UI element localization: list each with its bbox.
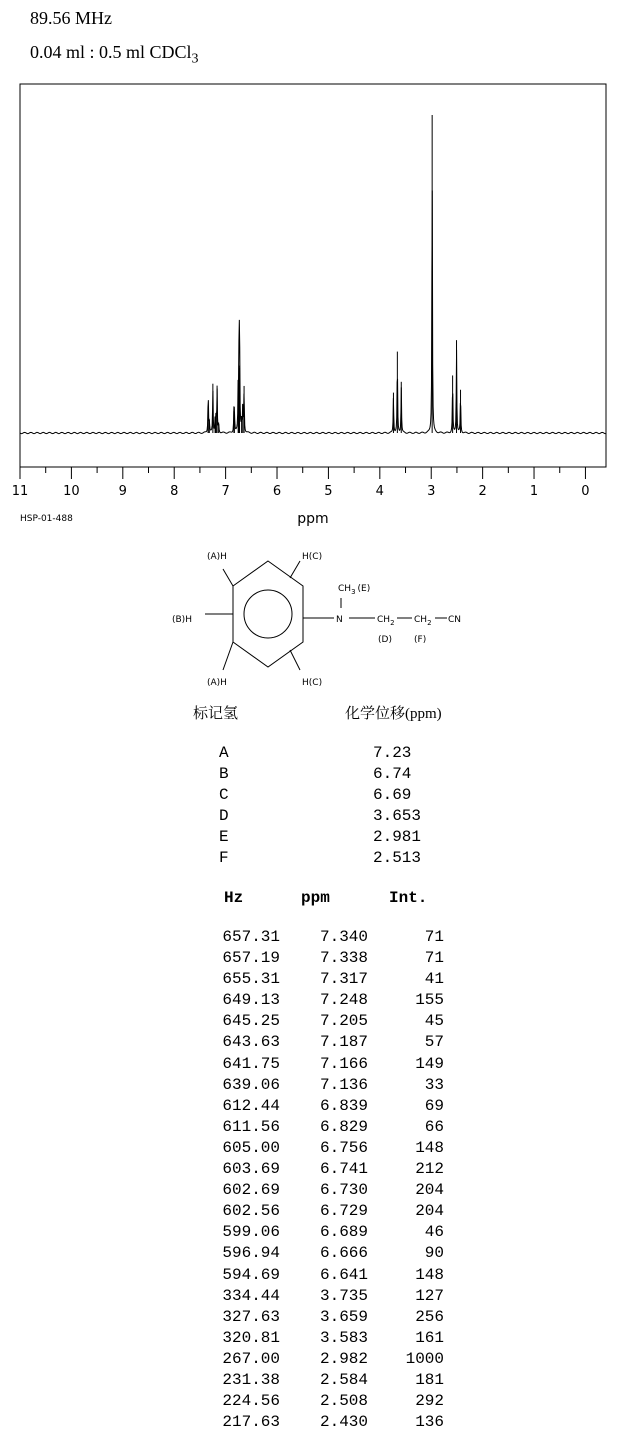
peak-ppm: 2.430: [319, 1413, 368, 1432]
chemical-shift: 7.23: [373, 744, 412, 762]
peak-ppm: 7.166: [319, 1054, 368, 1073]
table-row: [0, 1012, 626, 1033]
spectrum-id: HSP-01-488: [20, 514, 73, 524]
table-row: [0, 849, 626, 870]
peak-hz: 217.63: [222, 1413, 280, 1432]
label-methyl: [338, 584, 370, 596]
label-nitrogen: N: [336, 615, 343, 625]
label-c-bottom: H(C): [302, 678, 323, 688]
table-row: [0, 807, 626, 828]
hydrogen-label: E: [219, 828, 229, 846]
x-tick-label: 8: [170, 484, 179, 499]
peak-hz: 267.00: [222, 1349, 280, 1368]
peak-ppm: 7.136: [319, 1075, 368, 1094]
table-row: [0, 1097, 626, 1118]
bond-c-bottom: [290, 650, 300, 670]
x-tick-label: 0: [581, 484, 590, 499]
x-tick-label: 7: [221, 484, 230, 499]
peak-intensity: 155: [415, 991, 444, 1010]
peak-hz: 599.06: [222, 1223, 280, 1242]
peak-intensity: 204: [415, 1202, 444, 1221]
peak-hz: 643.63: [222, 1033, 280, 1052]
peak-hz: 641.75: [222, 1054, 280, 1073]
molecule-structure: [0, 0, 626, 700]
ch2-d-sub: 2: [390, 619, 395, 627]
table-row: [0, 786, 626, 807]
table-row: [0, 970, 626, 991]
peak-intensity: 41: [424, 970, 444, 989]
peak-ppm: 3.583: [319, 1328, 368, 1347]
table-row: [0, 1139, 626, 1160]
table-row: [0, 1223, 626, 1244]
table-row: [0, 1371, 626, 1392]
table-row: [0, 949, 626, 970]
peak-intensity: 181: [415, 1370, 444, 1389]
peak-intensity: 45: [424, 1012, 444, 1031]
table-row: [0, 991, 626, 1012]
methyl-tag: (E): [357, 584, 371, 594]
peak-intensity: 292: [415, 1392, 444, 1411]
label-a-bottom: (A)H: [207, 678, 227, 688]
chemical-shift: 6.69: [373, 786, 412, 804]
peak-intensity: 33: [424, 1075, 444, 1094]
header-ppm: ppm: [301, 889, 330, 907]
spectrometer-frequency: 89.56 MHz: [30, 8, 112, 28]
peak-hz: 320.81: [222, 1328, 280, 1347]
peak-hz: 639.06: [222, 1075, 280, 1094]
x-tick-label: 9: [118, 484, 127, 499]
x-tick-label: 1: [529, 484, 539, 499]
table-row: [0, 1181, 626, 1202]
table-row: [0, 1055, 626, 1076]
bond-c-top: [290, 561, 300, 578]
table-row: [0, 928, 626, 949]
hydrogen-label: D: [219, 807, 229, 825]
label-a-top: (A)H: [207, 552, 227, 562]
table-row: [0, 1076, 626, 1097]
peak-ppm: 6.741: [319, 1160, 368, 1179]
methyl-sub: 3: [351, 588, 356, 596]
x-tick-label: 11: [11, 484, 29, 499]
bond-a-top: [223, 569, 233, 586]
peak-ppm: 7.248: [319, 991, 368, 1010]
label-tag-f: (F): [414, 635, 427, 645]
aromatic-circle: [244, 590, 292, 638]
peak-ppm: 2.982: [319, 1349, 368, 1368]
table-row: [0, 1202, 626, 1223]
label-nitrile: CN: [448, 615, 462, 625]
peak-hz: 327.63: [222, 1307, 280, 1326]
peak-intensity: 57: [424, 1033, 444, 1052]
peak-ppm: 6.730: [319, 1181, 368, 1200]
peak-ppm: 7.205: [319, 1012, 368, 1031]
peak-ppm: 6.829: [319, 1117, 368, 1136]
peak-intensity: 1000: [405, 1349, 444, 1368]
peak-intensity: 148: [415, 1265, 444, 1284]
table-row: [0, 765, 626, 786]
peak-ppm: 6.756: [319, 1138, 368, 1157]
peak-hz: 649.13: [222, 991, 280, 1010]
ch2-d-ch: CH: [377, 615, 391, 625]
peak-hz: 612.44: [222, 1096, 280, 1115]
table-row: [0, 828, 626, 849]
table-row: [0, 1244, 626, 1265]
hydrogen-label: B: [219, 765, 229, 783]
peak-ppm: 2.508: [319, 1392, 368, 1411]
table-row: [0, 744, 626, 765]
peak-ppm: 2.584: [319, 1370, 368, 1389]
peak-intensity: 149: [415, 1054, 444, 1073]
x-tick-label: 2: [478, 484, 487, 499]
ch2-f-ch: CH: [414, 615, 428, 625]
peak-intensity: 66: [424, 1117, 444, 1136]
chemical-shift: 3.653: [373, 807, 422, 825]
table-row: [0, 1287, 626, 1308]
peak-intensity: 69: [424, 1096, 444, 1115]
hydrogen-label: A: [219, 744, 229, 762]
peak-hz: 605.00: [222, 1138, 280, 1157]
peak-hz: 655.31: [222, 970, 280, 989]
peak-ppm: 7.338: [319, 949, 368, 968]
peak-intensity: 148: [415, 1138, 444, 1157]
peak-intensity: 71: [424, 928, 444, 946]
label-b: (B)H: [172, 615, 192, 625]
peak-hz: 231.38: [222, 1370, 280, 1389]
peak-intensity: 90: [424, 1244, 444, 1263]
peak-ppm: 6.839: [319, 1096, 368, 1115]
peak-intensity: 46: [424, 1223, 444, 1242]
peak-ppm: 6.641: [319, 1265, 368, 1284]
peak-hz: 603.69: [222, 1160, 280, 1179]
label-ch2-f: [414, 615, 432, 627]
peak-ppm: 3.659: [319, 1307, 368, 1326]
chemical-shift: 2.513: [373, 849, 422, 867]
peak-intensity: 127: [415, 1286, 444, 1305]
peak-hz: 596.94: [222, 1244, 280, 1263]
solvent-subscript: 3: [191, 51, 199, 67]
peak-hz: 611.56: [222, 1117, 280, 1136]
table-row: [0, 1033, 626, 1054]
table-row: [0, 1392, 626, 1413]
solvent-text: 0.04 ml : 0.5 ml CDCl: [30, 42, 192, 62]
table-row: [0, 1308, 626, 1329]
assignment-header-shift: 化学位移(ppm): [345, 706, 442, 722]
peak-hz: 602.69: [222, 1181, 280, 1200]
peak-intensity: 212: [415, 1160, 444, 1179]
x-tick-label: 10: [63, 484, 80, 499]
header-hz: Hz: [224, 889, 244, 907]
peak-intensity: 136: [415, 1413, 444, 1432]
label-c-top: H(C): [302, 552, 323, 562]
peak-hz: 657.31: [222, 928, 280, 946]
peak-ppm: 7.340: [319, 928, 368, 946]
methyl-ch: CH: [338, 584, 352, 594]
assignment-table: [0, 744, 626, 870]
table-row: [0, 1350, 626, 1371]
peak-ppm: 6.729: [319, 1202, 368, 1221]
table-row: [0, 1160, 626, 1181]
peak-ppm: 7.317: [319, 970, 368, 989]
peak-ppm: 6.689: [319, 1223, 368, 1242]
peak-hz: 334.44: [222, 1286, 280, 1305]
ch2-f-sub: 2: [427, 619, 432, 627]
chemical-shift: 6.74: [373, 765, 412, 783]
peak-intensity: 256: [415, 1307, 444, 1326]
hydrogen-label: C: [219, 786, 229, 804]
peak-table: [0, 928, 626, 1434]
hydrogen-label: F: [219, 849, 229, 867]
table-row: [0, 1413, 626, 1434]
peak-hz: 645.25: [222, 1012, 280, 1031]
label-tag-d: (D): [378, 635, 392, 645]
peak-intensity: 71: [424, 949, 444, 968]
peak-ppm: 6.666: [319, 1244, 368, 1263]
peak-hz: 657.19: [222, 949, 280, 968]
x-tick-label: 3: [427, 484, 436, 499]
table-row: [0, 1266, 626, 1287]
x-tick-label: 4: [375, 484, 384, 499]
peak-ppm: 7.187: [319, 1033, 368, 1052]
assignment-header-label: 标记氢: [193, 706, 239, 722]
x-axis-label: ppm: [297, 511, 329, 527]
peak-intensity: 204: [415, 1181, 444, 1200]
label-ch2-d: [377, 615, 395, 627]
peak-hz: 602.56: [222, 1202, 280, 1221]
peak-intensity: 161: [415, 1328, 444, 1347]
x-tick-label: 6: [272, 484, 282, 499]
chemical-shift: 2.981: [373, 828, 422, 846]
x-tick-label: 5: [324, 484, 333, 499]
header-int: Int.: [389, 889, 428, 907]
peak-ppm: 3.735: [319, 1286, 368, 1305]
peak-hz: 224.56: [222, 1392, 280, 1411]
bond-a-bottom: [223, 642, 233, 670]
table-row: [0, 1118, 626, 1139]
peak-hz: 594.69: [222, 1265, 280, 1284]
table-row: [0, 1329, 626, 1350]
